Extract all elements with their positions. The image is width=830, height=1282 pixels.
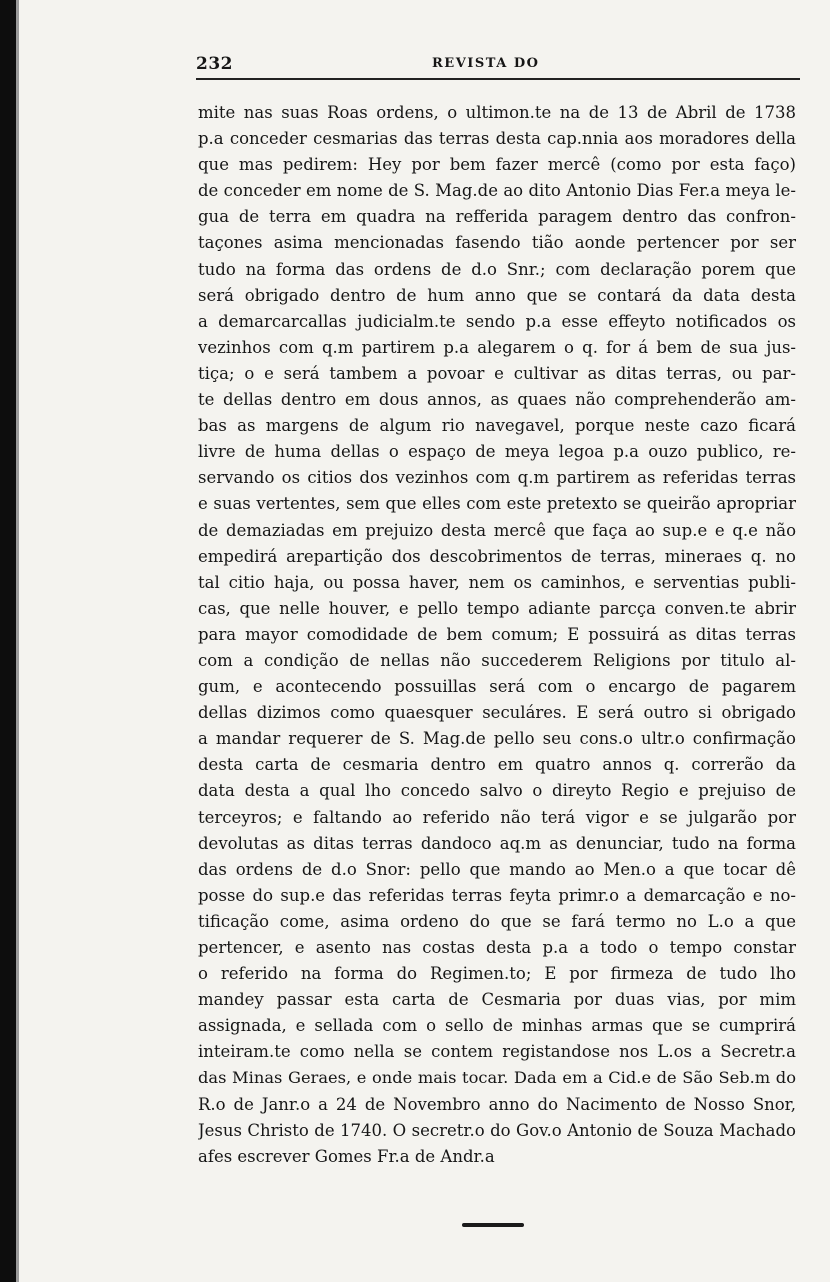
text-line: p.a conceder cesmarias das terras desta cap.nnia aos moradores della	[198, 129, 796, 149]
text-line: com a condição de nellas não succederem Religions por titulo al-	[198, 650, 796, 670]
running-title: REVISTA DO	[432, 56, 540, 71]
binding-edge-shadow	[16, 0, 19, 1282]
text-line: Jesus Christo de 1740. O secretr.o do Gov.o Antonio de Souza Machado	[198, 1120, 796, 1140]
text-line: devolutas as ditas terras dandoco aq.m as denunciar, tudo na forma	[198, 833, 796, 853]
text-line: empedirá arepartição dos descobrimentos de terras, mineraes q. no	[198, 546, 796, 566]
text-line: assignada, e sellada com o sello de minhas armas que se cumprirá	[198, 1016, 796, 1036]
text-line: a demarcarcallas judicialm.te sendo p.a esse effeyto notificados os	[198, 311, 796, 331]
text-line: o referido na forma do Regimen.to; E por firmeza de tudo lho	[198, 964, 796, 984]
body-text	[198, 100, 796, 1170]
text-line: servando os citios dos vezinhos com q.m partirem as referidas terras	[198, 468, 796, 488]
text-line: posse do sup.e das referidas terras feyta primr.o a demarcação e no-	[198, 885, 796, 905]
text-line: vezinhos com q.m partirem p.a alegarem o q. for á bem de sua jus-	[198, 337, 796, 357]
text-line: data desta a qual lho concedo salvo o direyto Regio e prejuiso de	[198, 781, 796, 801]
text-line: R.o de Janr.o a 24 de Novembro anno do Nacimento de Nosso Snor,	[198, 1094, 796, 1114]
text-line: afes escrever Gomes Fr.a de Andr.a	[198, 1146, 495, 1166]
text-line: das ordens de d.o Snor: pello que mando ao Men.o a que tocar dê	[198, 859, 796, 879]
end-rule	[462, 1223, 524, 1227]
text-line: mite nas suas Roas ordens, o ultimon.te na de 13 de Abril de 1738	[198, 103, 796, 122]
text-line: tal citio haja, ou possa haver, nem os caminhos, e serventias publi-	[198, 572, 796, 592]
text-line: e suas vertentes, sem que elles com este pretexto se queirão apropriar	[198, 494, 796, 514]
text-line: pertencer, e asento nas costas desta p.a a todo o tempo constar	[198, 938, 796, 957]
text-line: mandey passar esta carta de Cesmaria por duas vias, por mim	[198, 990, 796, 1010]
text-line: te dellas dentro em dous annos, as quaes não comprehenderão am-	[198, 390, 796, 410]
text-line: dellas dizimos como quaesquer seculáres. E será outro si obrigado	[198, 703, 796, 723]
text-line: que mas pedirem: Hey por bem fazer mercê (como por esta faço)	[198, 155, 796, 175]
text-line: de demaziadas em prejuizo desta mercê que faça ao sup.e e q.e não	[198, 520, 796, 540]
text-line: desta carta de cesmaria dentro em quatro annos q. correrão da	[198, 755, 796, 775]
text-line: tiça; o e será tambem a povoar e cultivar as ditas terras, ou par-	[198, 363, 796, 383]
page-number: 232	[196, 54, 233, 74]
text-line: gua de terra em quadra na refferida paragem dentro das confron-	[198, 207, 796, 227]
text-line: a mandar requerer de S. Mag.de pello seu cons.o ultr.o confirmação	[198, 729, 796, 749]
text-line: para mayor comodidade de bem comum; E possuirá as ditas terras	[198, 624, 796, 644]
text-line: inteiram.te como nella se contem registandose nos L.os a Secretr.a	[198, 1042, 796, 1062]
header-rule	[196, 78, 800, 80]
text-line: terceyros; e faltando ao referido não terá vigor e se julgarão por	[198, 807, 796, 827]
text-line: gum, e acontecendo possuillas será com o encargo de pagarem	[198, 677, 796, 697]
text-line: taçones asima mencionadas fasendo tião aonde pertencer por ser	[198, 233, 796, 253]
text-line: tificação come, asima ordeno do que se fará termo no L.o a que	[198, 911, 796, 931]
text-line: de conceder em nome de S. Mag.de ao dito Antonio Dias Fer.a meya le-	[198, 181, 796, 201]
text-line: livre de huma dellas o espaço de meya legoa p.a ouzo publico, re-	[198, 442, 796, 462]
text-line: bas as margens de algum rio navegavel, porque neste cazo ficará	[198, 416, 796, 436]
text-line: será obrigado dentro de hum anno que se contará da data desta	[198, 285, 796, 305]
text-line: cas, que nelle houver, e pello tempo adiante parcça conven.te abrir	[198, 598, 796, 618]
text-line: das Minas Geraes, e onde mais tocar. Dada em a Cid.e de São Seb.m do	[198, 1068, 796, 1088]
binding-edge	[0, 0, 16, 1282]
text-line: tudo na forma das ordens de d.o Snr.; com declaração porem que	[198, 259, 796, 279]
